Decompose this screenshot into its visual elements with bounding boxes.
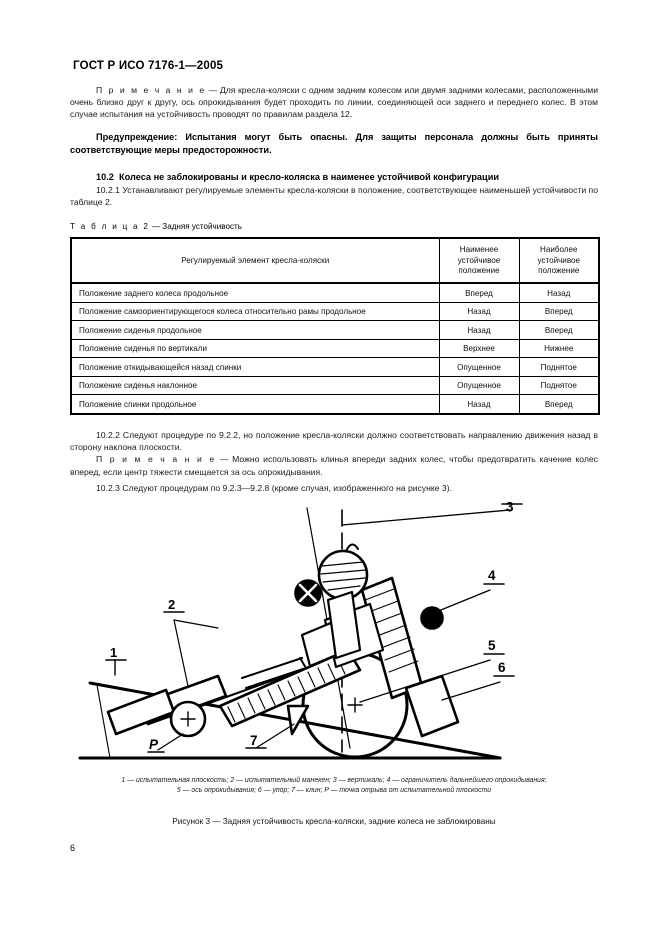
table-cell-least: Назад xyxy=(439,321,519,340)
callout-label-3: 3 xyxy=(506,499,514,515)
center-of-gravity-marker xyxy=(295,580,321,606)
clause-10-2-2: 10.2.2 Следуют процедуре по 9.2.2, но положение кресла-коляски должно соответствовать направлению движения назад в сторону наклона плоскости. xyxy=(70,429,598,453)
callout-label-6: 6 xyxy=(498,659,506,675)
table-cell-least: Верхнее xyxy=(439,339,519,358)
callout-label-1: 1 xyxy=(110,644,118,660)
callout-2-leader-v xyxy=(174,620,188,686)
table-cell-most: Назад xyxy=(519,283,599,302)
incline-angle-leader xyxy=(97,685,110,758)
table-row xyxy=(71,376,599,395)
header-least-line1: Наименее xyxy=(459,245,499,255)
stop-block xyxy=(406,676,458,736)
header-least-line3: положение xyxy=(458,266,500,276)
table-2-head xyxy=(71,238,599,283)
table-cell-least: Опущенное xyxy=(439,376,519,395)
table-row xyxy=(71,321,599,340)
callout-2-leader-d xyxy=(174,620,218,628)
callout-label-7: 7 xyxy=(250,732,258,748)
figure-3-legend-line-2: 5 — ось опрокидывания; 6 — упор; 7 — клин; P — точка отрыва от испытательной плоскости xyxy=(176,787,492,795)
table-cell-most: Вперед xyxy=(519,395,599,414)
figure-3-drawing xyxy=(70,500,598,770)
header-most-line2: устойчивое xyxy=(537,255,581,265)
table-cell-most: Вперед xyxy=(519,302,599,321)
clause-10-2-1: 10.2.1 Устанавливают регулируемые элементы кресла-коляски в положение, соответствующее наименьшей устойчивости по таблице 2. xyxy=(70,185,598,208)
table-cell-element: Положение заднего колеса продольное xyxy=(71,283,439,302)
callout-label-p: P xyxy=(149,736,159,752)
table-row xyxy=(71,358,599,377)
clause-10-2-3: 10.2.3 Следуют процедурам по 9.2.3—9.2.8 (кроме случая, изображенного на рисунке 3). xyxy=(96,482,452,493)
table-header-row xyxy=(71,238,599,283)
table-cell-least: Опущенное xyxy=(439,358,519,377)
callout-3-leader xyxy=(342,510,510,525)
table-cell-least: Назад xyxy=(439,395,519,414)
table-cell-element: Положение самоориентирующегося колеса относительно рамы продольное xyxy=(71,302,439,321)
table-cell-most: Поднятое xyxy=(519,376,599,395)
point-p-marker xyxy=(171,702,205,736)
table-cell-most: Поднятое xyxy=(519,358,599,377)
callout-7-leader xyxy=(256,724,294,748)
warning-paragraph: Предупреждение: Испытания могут быть опасны. Для защиты персонала должны быть приняты соответствующие меры предосторожности. xyxy=(70,131,598,155)
table-cell-least: Назад xyxy=(439,302,519,321)
document-body xyxy=(70,84,598,826)
table-header-cell-element: Регулируемый элемент кресла-коляски xyxy=(71,238,439,283)
figure-3 xyxy=(70,500,598,770)
callout-label-2: 2 xyxy=(168,596,176,612)
note-label-1: П р и м е ч а н и е xyxy=(96,85,206,95)
table-row xyxy=(71,339,599,358)
callout-4-leader xyxy=(436,590,490,612)
note-paragraph-1 xyxy=(70,84,598,121)
table-row xyxy=(71,395,599,414)
table-cell-element: Положение откидывающейся назад спинки xyxy=(71,358,439,377)
table-cell-least: Вперед xyxy=(439,283,519,302)
note-text-1: — Для кресла-коляски с одним задним колесом или двумя задними колесами, расположенными очень близко друг к другу, ось опрокидывания будет проходить по линии, соединяющей оси заднего и переднего колес. В этом случае испытания на устойчивость проводят по правилам раздела 12. xyxy=(70,85,598,120)
figure-3-legend-line-1: 1 — испытательная плоскость; 2 — испытательный манекен; 3 — вертикаль; 4 — ограничитель дальнейшего опрокидывания; xyxy=(121,776,547,784)
table-2-body xyxy=(71,283,599,414)
note-paragraph-2 xyxy=(70,453,598,477)
table-row xyxy=(71,302,599,321)
table-2-caption-label: Т а б л и ц а 2 xyxy=(70,222,150,232)
section-10-2-title: Колеса не заблокированы и кресло-коляска в наименее устойчивой конфигурации xyxy=(119,172,499,183)
callout-label-5: 5 xyxy=(488,637,496,653)
callout-6-leader xyxy=(442,682,500,700)
table-header-cell-most-stable xyxy=(519,238,599,283)
document-header: ГОСТ Р ИСО 7176-1—2005 xyxy=(73,60,224,72)
table-cell-element: Положение спинки продольное xyxy=(71,395,439,414)
header-least-line2: устойчивое xyxy=(457,255,501,265)
table-2-caption xyxy=(70,222,598,231)
table-2-caption-text: — Задняя устойчивость xyxy=(149,222,242,232)
table-cell-element: Положение сиденья продольное xyxy=(71,321,439,340)
note-text-2: — Можно использовать клинья впереди задних колес, чтобы предотвратить качение колес вперед, если центр тяжести смещается за ось опрокидывания. xyxy=(70,454,598,477)
table-row xyxy=(71,283,599,302)
figure-3-caption: Рисунок 3 — Задняя устойчивость кресла-коляски, задние колеса не заблокированы xyxy=(172,816,496,826)
section-10-2-number: 10.2 xyxy=(96,172,114,183)
header-most-line1: Наиболее xyxy=(539,245,578,255)
footrest-plate xyxy=(108,690,174,734)
table-cell-most: Вперед xyxy=(519,321,599,340)
page-number: 6 xyxy=(70,843,76,853)
table-cell-element: Положение сиденья наклонное xyxy=(71,376,439,395)
callout-p-leader xyxy=(158,734,183,750)
dummy-head xyxy=(319,544,367,599)
table-header-cell-least-stable xyxy=(439,238,519,283)
table-cell-element: Положение сиденья по вертикали xyxy=(71,339,439,358)
header-most-line3: положение xyxy=(538,266,580,276)
section-10-2-heading xyxy=(70,171,598,184)
callout-label-4: 4 xyxy=(488,567,496,583)
table-2 xyxy=(70,237,600,415)
table-cell-most: Нижнее xyxy=(519,339,599,358)
note-label-2: П р и м е ч а н и е xyxy=(96,454,217,465)
